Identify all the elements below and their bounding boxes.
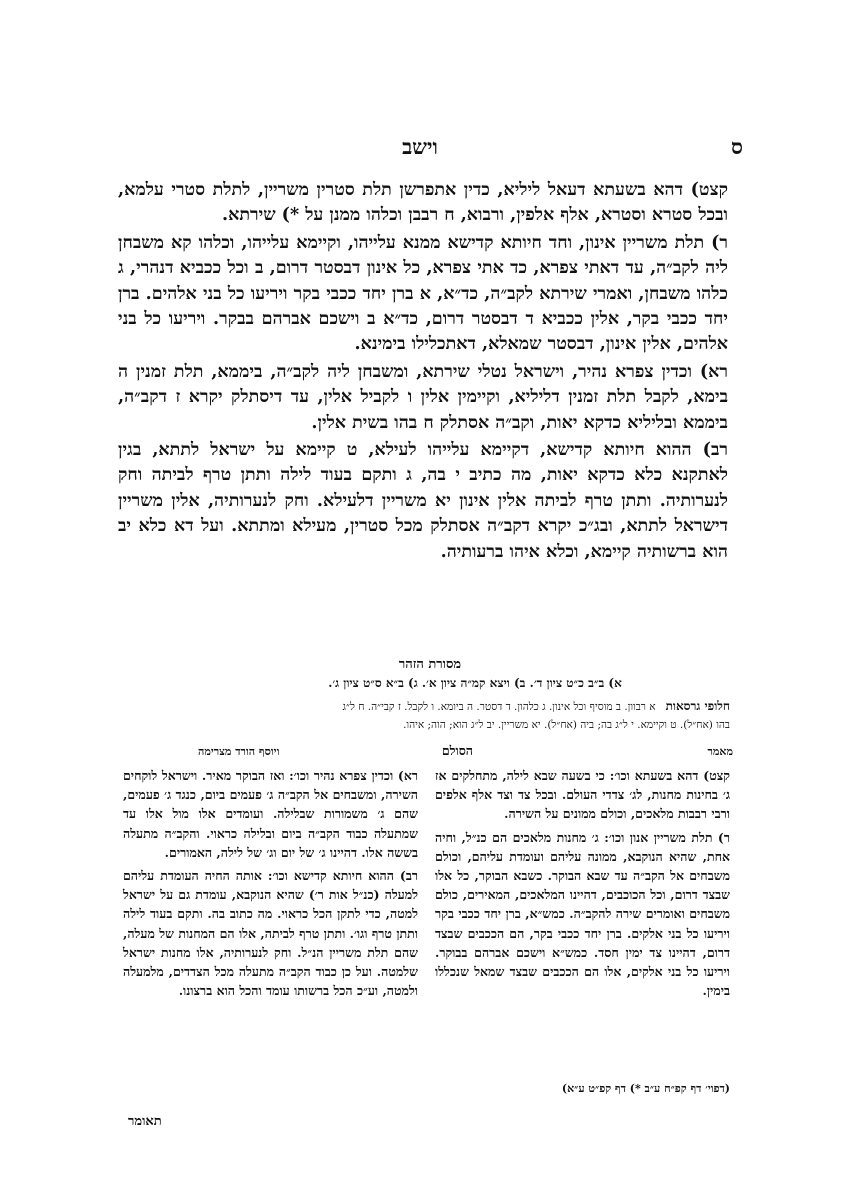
page-title: וישב (402, 134, 438, 159)
variant-readings-label: חלופי גרסאות (665, 699, 730, 713)
commentary-paragraph: רב) ההוא חיותא קדישא וכו׳: אותה החיה העומדת עליהם למעלה (כנ״ל אות ר׳) שהיא הנוקבא, עומדת גם על ישראל למטה, כדי לתקן הכל כראוי. מה כתוב בה. ותקם בעוד לילה ותתן טרף וגו׳. ותתן טרף לביתה, אלו הם המחנות של מעלה, שהם תלת משריין הנ״ל. וחק לנערותיה, אלו מחנות ישראל שלמטה. ועל כן כבוד הקב״ה מתעלה מכל הצדדים, מלמעלה ולמטה, וע״כ הכל ברשותו עומד והכל הוא ברצונו. (123, 868, 418, 999)
paragraph-199: קצט) דהא בשעתא דעאל ליליא, כדין אתפרשן תלת סטרין משריין, לתלת סטרי עלמא, ובכל סטרא וסטרא, אלף אלפין, ורבוא, ח רבבן וכלהו ממנן על *) שירתא. (118, 180, 728, 226)
main-text (118, 178, 728, 567)
paragraph-200: ר) תלת משריין אינון, וחד חיותא קדישא ממנא עלייהו, וקיימא עלייהו, וכלהו קא משבחן ליה לקב״ה, עד דאתי צפרא, כד אתי צפרא, כל אינון דבסטר דרום, ב וכל ככביא דנהרי, ג כלהו משבחן, ואמרי שירתא לקב״ה, כד״א, א ברן יחד ככבי בקר ויריעו כל בני אלהים. ברן יחד ככבי בקר, אלין ככביא ד דבסטר דרום, כד״א ב וישכם אברהם בבקר. ויריעו כל בני אלהים, אלין אינון, דבסטר שמאלא, דאתכלילו בימינא. (118, 232, 728, 355)
commentary-paragraph: ר) תלת משריין אנון וכו׳: ג׳ מחנות מלאכים הם כנ״ל, וחיה אחת, שהיא הנוקבא, ממונה עליהם ועומדת עליהם, וכולם משבחים אל הקב״ה עד שבא הבוקר. כשבא הבוקר, כל אלו שבצד דרום, וכל הכוכבים, דהיינו המלאכים, המאירים, כולם משבחים ואומרים שירה להקב״ה. כמש״א, ברן יחד ככבי בקר ויריעו כל בני אלקים. ברן יחד ככבי בקר, הם הככבים שבצד דרום, דהיינו צד ימין חסד. כמש״א וישכם אברהם בבוקר. ויריעו כל בני אלקים, אלו הם הככבים שבצד שמאל שנכללו בימין. (435, 829, 730, 999)
variant-readings-line-1: א רבוון. ב מוסיף וכל אינון. ג כלהון. ד דסטר. ה ביומא. ו לקבל. ז קבי״ה. ח ל״ג (342, 701, 656, 713)
variant-readings-line-2: בהו (אח״ל). ט וקיימא. י ל״ג בה; ביה (אח״ל). יא משריין. יב ל״ג הוא; הוה; איהו. (403, 719, 730, 731)
variant-readings (110, 697, 730, 734)
masoret-references: א) ב״ב כ״ט ציון ד׳. ב) ויצא קמ״ה ציון א׳. ג) ב״א ס״ט ציון ג׳. (328, 676, 622, 690)
commentary-column-right (435, 766, 730, 1004)
paragraph-202: רב) ההוא חיותא קדישא, דקיימא עלייהו לעילא, ט קיימא על ישראל לתתא, בגין לאתקנא כלא כדקא יאות, מה כתיב י בה, ג ותקם בעוד לילה ותתן טרף לביתה וחק לנערותיה. ותתן טרף לביתה אלין אינון יא משריין דלעילא. וחק לנערותיה, אלין משריין דישראל לתתא, ובג״כ יקרא דקב״ה אסתלק מכל סטרין, מעילא ומתתא. ועל דא כלא יב הוא ברשותיה קיימא, וכלא איהו ברעותיה. (118, 440, 728, 562)
masoret-title: מסורת הזהר (398, 657, 462, 672)
paragraph-201: רא) וכדין צפרא נהיר, וישראל נטלי שירתא, ומשבחן ליה לקב״ה, ביממא, תלת זמנין ה בימא, לקבל תלת זמנין דליליא, וקיימין אלין ו לקביל אלין, עד דיסתלק יקרא ז דקב״ה, ביממא ובליליא כדקא יאות, וקב״ה אסתלק ח בהו בשית אלין. (118, 361, 728, 433)
page-source-note: (דפוי׳ דף קפ״ח ע״ב *) דף קפ״ט ע״א) (561, 1082, 730, 1095)
catchword: תאומר (128, 1114, 162, 1129)
commentary-title: הסולם (441, 743, 473, 758)
commentary-header-left: ויוסף הורד מצרימה (198, 745, 280, 758)
commentary-column-left (123, 766, 418, 1004)
commentary-header-right: מאמר (707, 745, 733, 758)
commentary-paragraph: קצט) דהא בשעתא וכו׳: כי בשעה שבא לילה, מתחלקים אז ג׳ בחינות מחנות, לג׳ צדדי העולם. ובכל צד וצד אלף אלפים ורבי רבבות מלאכים, וכולם ממונים על השירה. (435, 768, 730, 822)
page-number: ס (731, 134, 743, 159)
commentary-paragraph: רא) וכדין צפרא נהיר וכו׳: ואז הבוקר מאיר. וישראל לוקחים השירה, ומשבחים אל הקב״ה ג׳ פעמים ביום, כנגד ג׳ פעמים, שהם ג׳ משמורות שבלילה. ועומדים אלו מול אלו עד שמתעלה כבוד הקב״ה ביום ובלילה כראוי. והקב״ה מתעלה בששה אלו. דהיינו ג׳ של יום וג׳ של לילה, האמורים. (123, 768, 418, 860)
